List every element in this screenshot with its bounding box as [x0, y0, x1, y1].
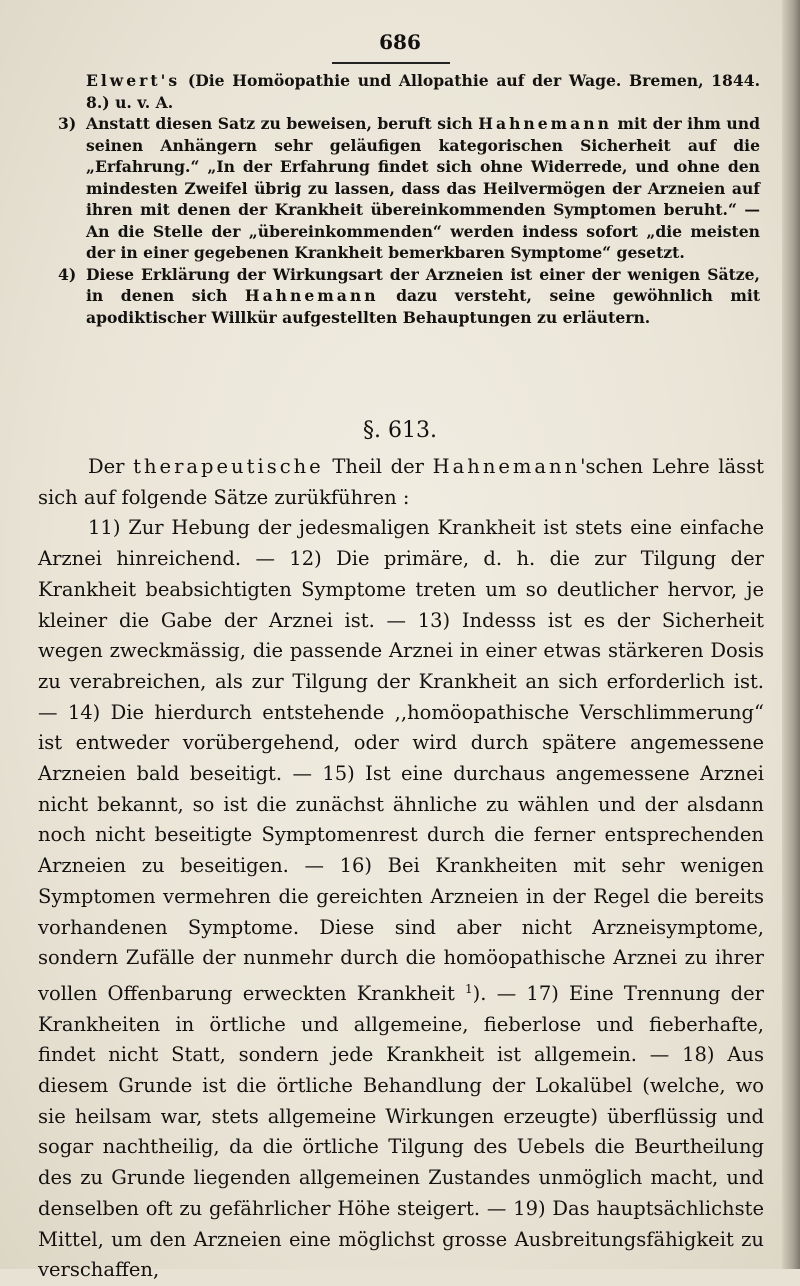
page-edge-shadow — [782, 0, 800, 1269]
intro-name: Hahnemann — [432, 455, 581, 478]
footnote-text-pre: Anstatt diesen Satz zu beweisen, beruft sich — [86, 114, 473, 133]
footnotes-block — [50, 70, 760, 328]
footnote-text-post: mit der ihm und seinen Anhängern sehr geläufigen kategorischen Sicherheit auf die „Erfahrung.“ „In der Erfahrung findet sich ohne Widerrede, und ohne den mindesten Zweifel übrig zu lassen, dass das Heilvermögen der Arzneien auf ihren mit denen der Krankheit übereinkommenden Symptomen beruht.“ — An die Stelle der „übereinkommenden“ werden indess sofort „die meisten der in einer gegebenen Krankheit bemerkbaren Symptome“ gesetzt. — [86, 114, 760, 262]
intro-emphasis: therapeutische — [133, 455, 324, 478]
footnote-author: Hahnemann — [478, 114, 612, 133]
footnote-continuation — [50, 70, 760, 113]
footnote-text: (Die Homöopathie und Allopathie auf der Wage. Bremen, 1844. 8.) u. v. A. — [86, 71, 760, 112]
footnote-number: 4) — [58, 264, 77, 284]
footnote-3 — [50, 113, 760, 264]
page-number: 686 — [379, 30, 421, 54]
intro-post: 'schen Lehre lässt sich auf folgende Sätze zurükführen : — [38, 455, 765, 509]
footnote-reference[interactable]: 1 — [465, 981, 473, 996]
body-paragraph — [38, 513, 764, 1286]
footnote-author: Elwert's — [86, 71, 181, 90]
intro-pre: Der — [88, 455, 125, 478]
intro-mid: Theil der — [332, 455, 424, 478]
footnote-author: Hahnemann — [244, 286, 379, 305]
intro-paragraph — [38, 452, 764, 513]
footnote-text-post: dazu versteht, seine gewöhnlich mit apodiktischer Willkür aufgestellten Behauptungen zu erläutern. — [86, 286, 761, 327]
header-rule — [332, 62, 450, 64]
footnote-text-pre: Diese Erklärung der Wirkungsart der Arzneien ist einer der wenigen Sätze, in denen sich — [86, 264, 760, 305]
main-text — [38, 452, 764, 1286]
body-text-1: 11) Zur Hebung der jedesmaligen Krankheit ist stets eine einfache Arznei hinreichend. — 12) Die primäre, d. h. die zur Tilgung der Krankheit beabsichtigten Symptome treten um so deutlicher hervor, je kleiner die Gabe der Arznei ist. — 13) Indesss ist es der Sicherheit wegen zweckmässig, die passende Arznei in einer etwas stärkeren Dosis zu verabreichen, als zur Tilgung der Krankheit an sich erforderlich ist. — 14) Die hierdurch entstehende ,,homöopathische Verschlimmerung“ ist entweder vorübergehend, oder wird durch spätere angemessene Arzneien bald beseitigt. — 15) Ist eine durchaus angemessene Arznei nicht bekannt, so ist die zunächst ähnliche zu wählen und der alsdann noch nicht beseitigte Symptomenrest durch die ferner entsprechenden Arzneien zu beseitigen. — 16) Bei Krankheiten mit sehr wenigen Symptomen vermehren die gereichten Arzneien in der Regel die bereits vorhandenen Symptome. Diese sind aber nicht Arzneisymptome, sondern Zufälle der nunmehr durch die homöopathische Arznei zu ihrer vollen Offenbarung erweckten Krankheit — [38, 516, 764, 1005]
footnote-4 — [50, 264, 760, 329]
body-text-2: ). — 17) Eine Trennung der Krankheiten in örtliche und allgemeine, fieberlose und fieberhafte, findet nicht Statt, sondern jede Krankheit ist allgemein. — 18) Aus diesem Grunde ist die örtliche Behandlung der Lokalübel (welche, wo sie heilsam war, stets allgemeine Wirkungen erzeugte) überflüssig und sogar nachtheilig, da die örtliche Tilgung des Uebels die Beurtheilung des zu Grunde liegenden allgemeinen Zustandes unmöglich macht, und denselben oft zu gefährlicher Höhe steigert. — 19) Das hauptsächlichste Mittel, um den Arzneien eine möglichst grosse Ausbreitungsfähigkeit zu verschaffen, — [38, 981, 764, 1282]
section-heading: §. 613. — [363, 418, 437, 443]
footnote-number: 3) — [58, 114, 77, 133]
